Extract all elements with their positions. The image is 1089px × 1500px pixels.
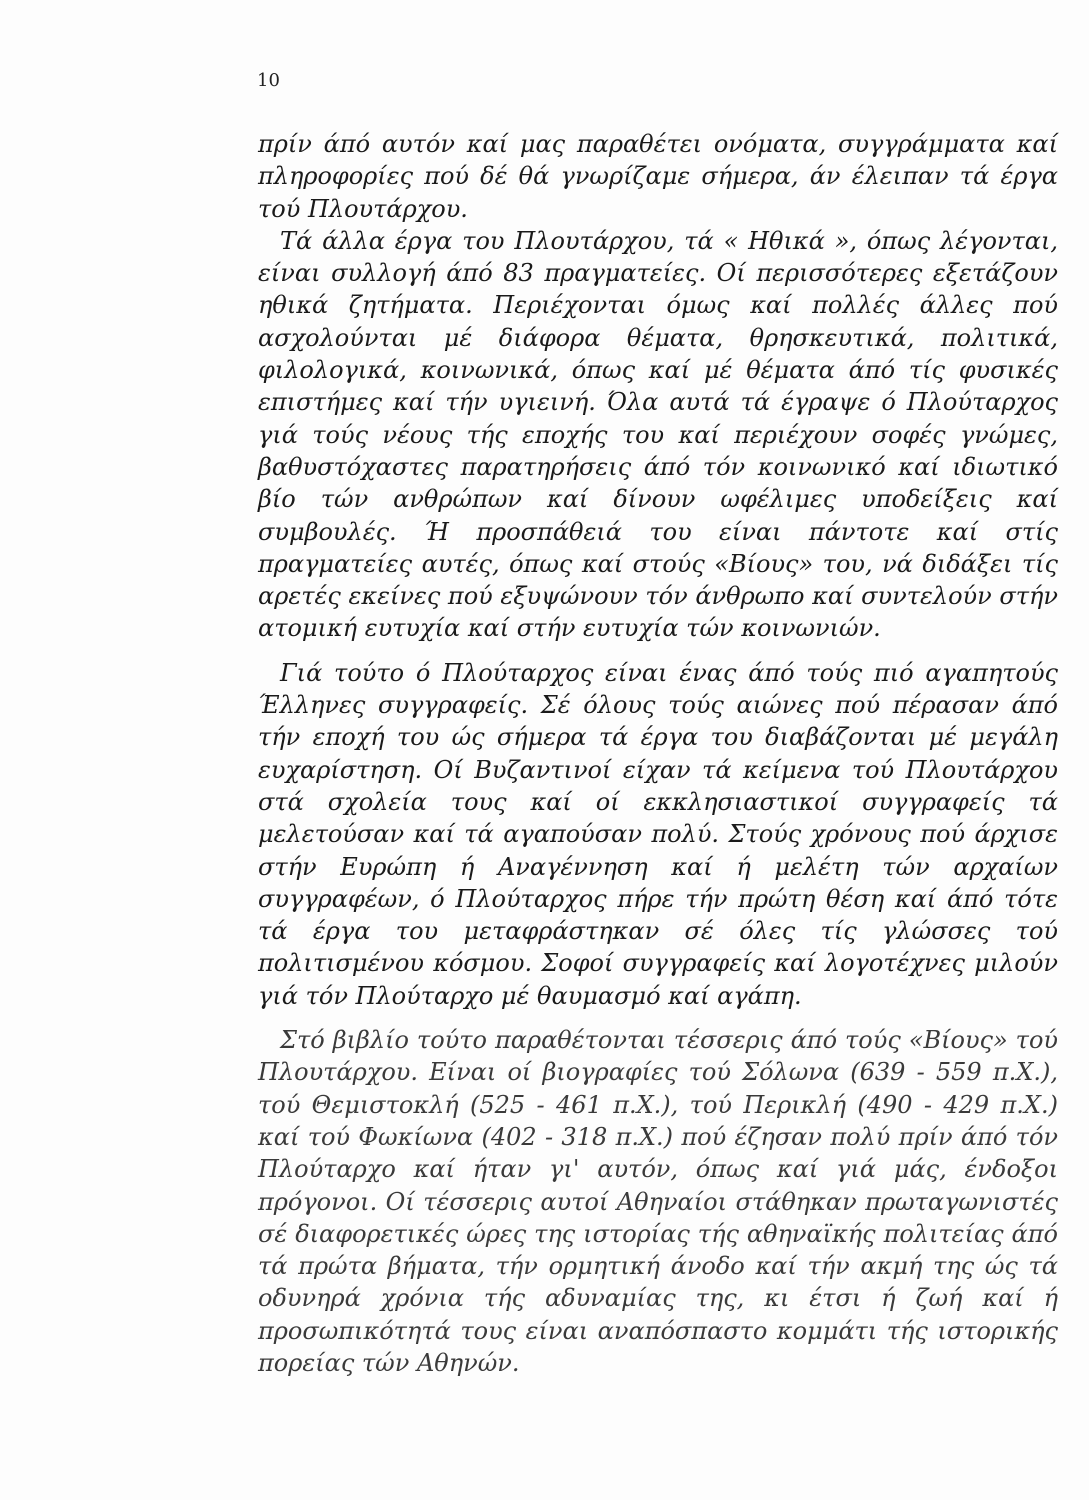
paragraph-2: Τά άλλα έργα του Πλουτάρχου, τά « Ηθικά », όπως λέγονται, είναι συλλογή άπό 83 πραγματείες. Οί περισσότερες εξετάζουν ηθικά ζητήματα. Περιέχονται όμως καί πολλές άλλες πού ασχολούνται μέ διάφορα θέματα, θρησκευτικά, πολιτικά, φιλολογικά, κοινωνικά, όπως καί μέ θέματα άπό τίς φυσικές επιστήμες καί τήν υγιεινή. Όλα αυτά τά έγραψε ό Πλούταρχος γιά τούς νέους τής εποχής του καί περιέχουν σοφές γνώμες, βαθυστόχαστες παρατηρήσεις άπό τόν κοινωνικό καί ιδιωτικό βίο τών ανθρώπων καί δίνουν ωφέλιμες υποδείξεις καί συμβουλές. Ή προσπάθειά του είναι πάντοτε καί στίς πραγματείες αυτές, όπως καί στούς «Βίους» του, νά διδάξει τίς αρετές εκείνες πού εξυψώνουν τόν άνθρωπο καί συντελούν στήν ατομική ευτυχία καί στήν ευτυχία τών κοινωνιών. [258,226,1058,643]
page-number: 10 [257,70,280,91]
paragraph-3: Γιά τούτο ό Πλούταρχος είναι ένας άπό τούς πιό αγαπητούς Έλληνες συγγραφείς. Σέ όλους τούς αιώνες πού πέρασαν άπό τήν εποχή του ώς σήμερα τά έργα του διαβάζονται μέ μεγάλη ευχαρίστηση. Οί Βυζαντινοί είχαν τά κείμενα τού Πλουτάρχου στά σχολεία τους καί οί εκκλησιαστικοί συγγραφείς τά μελετούσαν καί τά αγαπούσαν πολύ. Στούς χρόνους πού άρχισε στήν Ευρώπη ή Αναγέννηση καί ή μελέτη τών αρχαίων συγγραφέων, ό Πλούταρχος πήρε τήν πρώτη θέση καί άπό τότε τά έργα του μεταφράστηκαν σέ όλες τίς γλώσσες τού πολιτισμένου κόσμου. Σοφοί συγγραφείς καί λογοτέχνες μιλούν γιά τόν Πλούταρχο μέ θαυμασμό καί αγάπη. [258,658,1058,1010]
paragraph-4: Στό βιβλίο τούτο παραθέτονται τέσσερις άπό τούς «Βίους» τού Πλουτάρχου. Είναι οί βιογραφίες τού Σόλωνα (639 - 559 π.Χ.), τού Θεμιστοκλή (525 - 461 π.Χ.), τού Περικλή (490 - 429 π.Χ.) καί τού Φωκίωνα (402 - 318 π.Χ.) πού έζησαν πολύ πρίν άπό τόν Πλούταρχο καί ήταν γι' αυτόν, όπως καί γιά μάς, ένδοξοι πρόγονοι. Οί τέσσερις αυτοί Αθηναίοι στάθηκαν πρωταγωνιστές σέ διαφορετικές ώρες της ιστορίας τής αθηναϊκής πολιτείας άπό τά πρώτα βήματα, τήν ορμητική άνοδο καί τήν ακμή της ώς τά οδυνηρά χρόνια τής αδυναμίας της, κι έτσι ή ζωή καί ή προσωπικότητά τους είναι αναπόσπαστο κομμάτι τής ιστορικής πορείας τών Αθηνών. [258,1026,1058,1377]
paragraph-1: πρίν άπό αυτόν καί μας παραθέτει ονόματα, συγγράμματα καί πληροφορίες πού δέ θά γνωρίζαμε σήμερα, άν έλειπαν τά έργα τού Πλουτάρχου. [258,130,1058,223]
body-text [258,128,1058,1379]
